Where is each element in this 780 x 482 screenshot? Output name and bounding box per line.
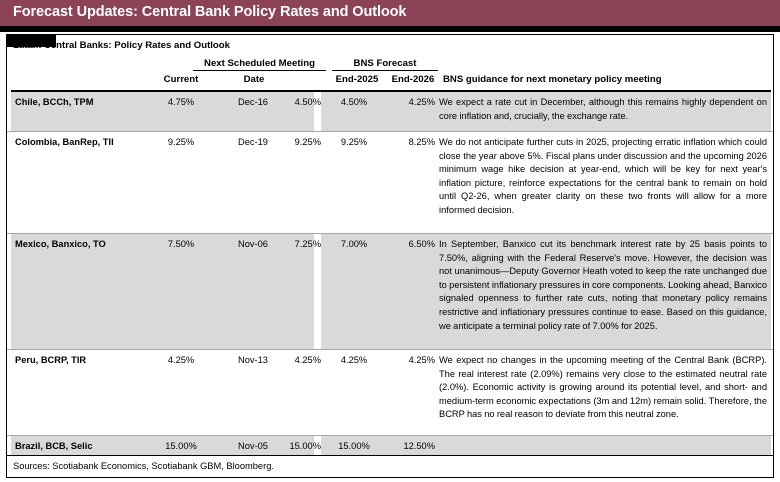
cell-guidance: We expect a rate cut in December, although this remains highly dependent on core inflation and, crucially, the exchange rate. <box>439 97 767 121</box>
banner-underline <box>0 26 780 32</box>
group-header-next-scheduled-meeting: Next Scheduled Meeting <box>193 58 326 71</box>
cell-end-2025: 15.00% <box>338 441 370 451</box>
cell-end-2026: 6.50% <box>408 239 435 249</box>
cell-end-2025: 4.50% <box>340 97 368 107</box>
cell-end-2026: 4.25% <box>408 355 435 365</box>
cell-date: Nov-06 <box>238 239 268 249</box>
banner <box>0 0 780 26</box>
cell-next-rate: 7.25% <box>294 239 321 249</box>
column-header-current: Current <box>163 74 199 85</box>
column-header-end-2026: End-2026 <box>391 74 435 85</box>
column-header-end-2025: End-2025 <box>335 74 379 85</box>
cell-guidance: We expect no changes in the upcoming meeting of the Central Bank (BCRP). The real interest rate (2.09%) remains very close to the estimated neutral rate (2.0%). Economic activity is growing around its potential level, and short- and medium-term economic expectations (3m and 12m) remain solid. Therefore, the BCRP has no real reason to deviate from this neutral zone. <box>439 355 767 420</box>
cell-next-rate: 15.00% <box>289 441 321 451</box>
cell-date: Nov-13 <box>238 355 268 365</box>
column-header-guidance: BNS guidance for next monetary policy meeting <box>443 74 662 85</box>
cell-end-2026: 12.50% <box>403 441 435 451</box>
cell-current: 15.00% <box>165 441 197 451</box>
cell-date: Dec-16 <box>238 97 268 107</box>
table-row <box>7 132 774 234</box>
cell-bank: Peru, BCRP, TIR <box>15 355 87 365</box>
table-row <box>7 234 774 350</box>
cell-bank: Brazil, BCB, Selic <box>15 441 93 451</box>
cell-end-2025: 9.25% <box>340 137 368 147</box>
policy-rates-table <box>6 34 774 478</box>
table-body <box>7 92 774 456</box>
cell-bank: Colombia, BanRep, TII <box>15 137 114 147</box>
table-row <box>7 436 774 456</box>
cell-current: 9.25% <box>167 137 195 147</box>
cell-guidance: We do not anticipate further cuts in 2025, projecting erratic inflation which could close the year above 5%. Fiscal plans under discussion and the upcoming 2026 minimum wage hike decision at year-end, which will be key for next year's inflation picture, reinforce expectations for the central bank to remain on hold until Q2-26, when greater clarity on these two fronts will allow for a more informed decision. <box>439 137 767 215</box>
cell-current: 4.25% <box>167 355 195 365</box>
cell-guidance: In September, Banxico cut its benchmark interest rate by 25 basis points to 7.50%, aligning with the Federal Reserve's move. However, the decision was not unanimous—Deputy Governor Heath voted to keep the rate unchanged due to persistent inflationary pressures in core components. Looking ahead, Banxico signaled openness to further rate cuts, noting that monetary policy remains restrictive and inflationary pressures continue to ease. Based on this guidance, we anticipate a terminal policy rate of 7.00% for 2025. <box>439 239 767 331</box>
cell-bank: Mexico, Banxico, TO <box>15 239 106 249</box>
table-caption: Latam Central Banks: Policy Rates and Outlook <box>13 40 230 51</box>
cell-end-2026: 8.25% <box>408 137 435 147</box>
group-header-bns-forecast: BNS Forecast <box>332 58 438 71</box>
cell-next-rate: 9.25% <box>294 137 321 147</box>
table-row <box>7 92 774 132</box>
cell-date: Dec-19 <box>238 137 268 147</box>
cell-current: 4.75% <box>167 97 195 107</box>
page-title: Forecast Updates: Central Bank Policy Rates and Outlook <box>13 4 407 20</box>
cell-next-rate: 4.50% <box>294 97 321 107</box>
cell-end-2025: 4.25% <box>340 355 368 365</box>
cell-bank: Chile, BCCh, TPM <box>15 97 94 107</box>
column-header-date: Date <box>243 74 265 85</box>
cell-end-2026: 4.25% <box>408 97 435 107</box>
cell-end-2025: 7.00% <box>340 239 368 249</box>
table-row <box>7 350 774 436</box>
cell-current: 7.50% <box>167 239 195 249</box>
cell-next-rate: 4.25% <box>294 355 321 365</box>
sources-note: Sources: Scotiabank Economics, Scotiabank GBM, Bloomberg. <box>13 461 274 471</box>
cell-date: Nov-05 <box>238 441 268 451</box>
